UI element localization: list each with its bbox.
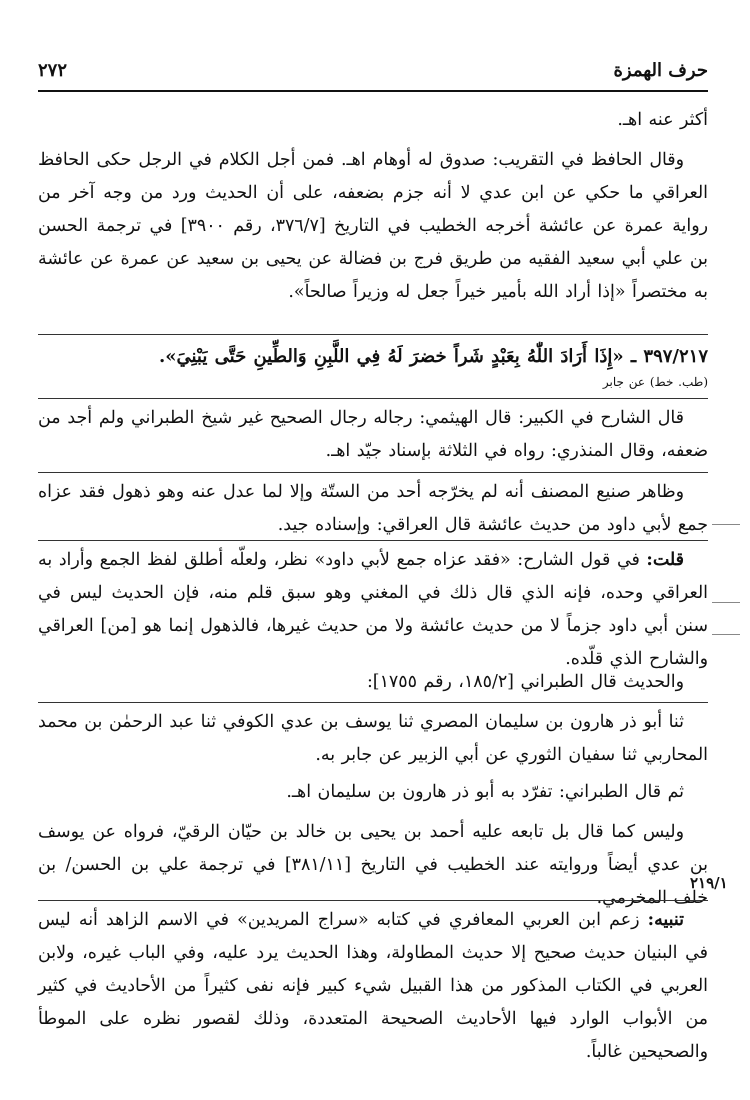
margin-mark (712, 634, 740, 635)
hadith-source: (طب. خط) عن جابر (602, 375, 708, 389)
paragraph-5: قلت: في قول الشارح: «فقد عزاه جمع لأبي داود» نظر، ولعلّه أطلق لفظ الجمع وأراد به العراقي وحده، فإنه الذي قال ذلك في المغني وهو سبق قلم منه، فإن الحديث ليس في سنن أبي داود جزماً لا من حديث عائشة ولا من حديث غيرها، فالذهول إنما هو [من] العراقي والشارح الذي قلّده. (38, 550, 708, 669)
hadith-entry: ٣٩٧/٢١٧ ـ «إِذَا أَرَادَ اللّٰهُ بِعَبْدٍ شَراً خضرَ لَهُ فِي اللَّبِنِ وَالطِّينِ حَتَّى يَبْنِيَ». (158, 346, 708, 367)
margin-mark (712, 602, 740, 603)
paragraph-6: والحديث قال الطبراني [١٨٥/٢، رقم ١٧٥٥]: (366, 672, 684, 692)
paragraph-9: وليس كما قال بل تابعه عليه أحمد بن يحيى بن خالد بن حيّان الرقيّ، فرواه عن يوسف بن عدي أيضاً وروايته عند الخطيب في التاريخ [٣٨١/١١] في ترجمة علي بن الحسن/ بن خلف المخرمي. (38, 822, 708, 908)
margin-page-reference: ٢١٩/١ (690, 874, 728, 892)
divider (38, 334, 708, 335)
paragraph-7: ثنا أبو ذر هارون بن سليمان المصري ثنا يوسف بن عدي الكوفي ثنا عبد الرحمٰن بن محمد المحاربي ثنا سفيان الثوري عن أبي الزبير عن جابر به. (38, 712, 708, 765)
divider (38, 900, 708, 901)
divider (38, 540, 708, 541)
note-label: قلت: (646, 550, 684, 570)
paragraph-8: ثم قال الطبراني: تفرّد به أبو ذر هارون بن سليمان اهـ. (286, 782, 684, 802)
paragraph-1: أكثر عنه اهـ. (617, 110, 708, 130)
paragraph-2: وقال الحافظ في التقريب: صدوق له أوهام اهـ. فمن أجل الكلام في الرجل حكى الحافظ العراقي ما حكي عن ابن عدي لا أنه جزم بضعفه، على أن الحديث ورد من وجه آخر من رواية عمرة عن عائشة أخرجه الخطيب في التاريخ [٣٧٦/٧، رقم ٣٩٠٠] في ترجمة الحسن بن علي أبي سعيد الفقيه من طريق فرج بن فضالة عن يحيى بن سعيد عن عمرة عن عائشة به مختصراً «إذا أراد الله بأمير خيراً جعل له وزيراً صالحاً». (38, 150, 708, 302)
paragraph-10: تنبيه: زعم ابن العربي المعافري في كتابه «سراج المريدين» في الاسم الزاهد أنه ليس في البنيان حديث صحيح إلا حديث المطاولة، وهذا الحديث يرد عليه، وفي الباب غيره، ولابن العربي في الكتاب المذكور من هذا القبيل شيء كبير فإنه نفى كثيراً من الأحاديث في كثير من الأبواب الوارد فيها الأحاديث الصحيحة المتعددة، وذلك لقصور نظره على الموطأ والصحيحين غالباً. (38, 910, 708, 1062)
paragraph-4: وظاهر صنيع المصنف أنه لم يخرّجه أحد من الستّة وإلا لما عدل عنه وهو ذهول فقد عزاه جمع لأبي داود من حديث عائشة قال العراقي: وإسناده جيد. (38, 482, 708, 535)
page-number: ٢٧٢ (38, 60, 68, 81)
chapter-title: حرف الهمزة (613, 60, 708, 81)
note-label: تنبيه: (647, 910, 684, 930)
divider (38, 702, 708, 703)
margin-mark (712, 524, 740, 525)
divider (38, 472, 708, 473)
page-header (38, 58, 708, 92)
divider (38, 398, 708, 399)
paragraph-3: قال الشارح في الكبير: قال الهيثمي: رجاله رجال الصحيح غير شيخ الطبراني ولم أجد من ضعفه، وقال المنذري: رواه في الثلاثة بإسناد جيّد اهـ. (38, 408, 708, 461)
